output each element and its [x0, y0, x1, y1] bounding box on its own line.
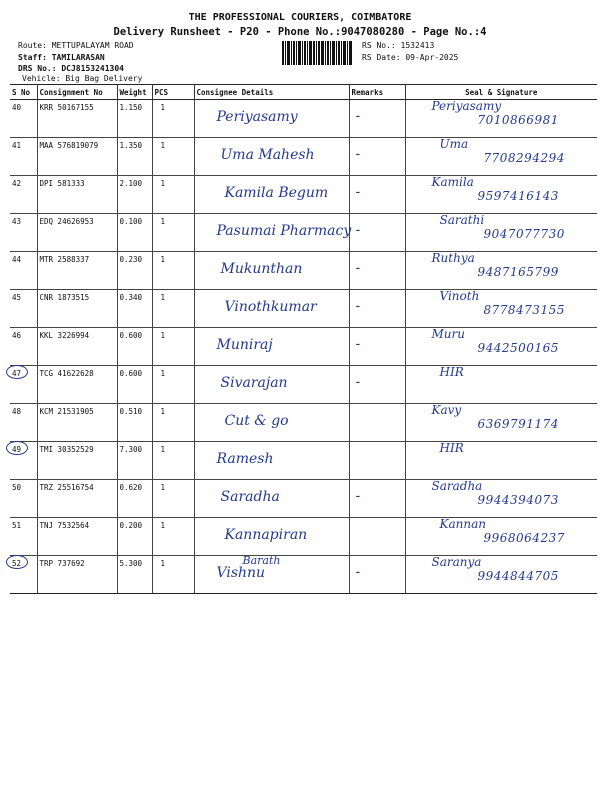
sno-cell: [10, 214, 37, 252]
row-sno: 51: [12, 521, 22, 530]
consignee-cell: [194, 518, 349, 556]
row-sno: 40: [12, 103, 22, 112]
signature-cell: [405, 404, 597, 442]
row-sno: 49: [12, 445, 22, 454]
route-value: METTUPALAYAM ROAD: [51, 41, 134, 50]
remark-mark: -: [355, 336, 361, 352]
vehicle-value: Big Bag Delivery: [65, 74, 143, 83]
signature-cell: [405, 366, 597, 404]
signature-cell: [405, 556, 597, 594]
vehicle-label: Vehicle:: [22, 74, 61, 83]
pcs-cell: 1: [152, 328, 194, 366]
remarks-cell: [349, 100, 405, 138]
weight-cell: 0.340: [117, 290, 152, 328]
consignee-handwriting: Kannapiran: [224, 527, 308, 543]
consignment-no: MAA 576819079: [37, 138, 117, 176]
table-row: [10, 328, 597, 366]
table-row: [10, 480, 597, 518]
sno-cell: [10, 290, 37, 328]
table-row: [10, 100, 597, 138]
table-row: [10, 214, 597, 252]
weight-cell: 1.350: [117, 138, 152, 176]
pcs-cell: 1: [152, 518, 194, 556]
row-sno: 47: [12, 369, 22, 378]
consignee-handwriting: Vishnu: [216, 565, 266, 581]
phone-handwriting: 9442500165: [477, 341, 559, 355]
pcs-cell: 1: [152, 290, 194, 328]
signature-cell: [405, 176, 597, 214]
rs-no-label: RS No.:: [362, 41, 396, 50]
phone-handwriting: 9487165799: [477, 265, 559, 279]
weight-cell: 0.600: [117, 366, 152, 404]
rs-no-value: 1532413: [400, 41, 435, 50]
consignee-cell: [194, 366, 349, 404]
signature-handwriting: Ruthya: [431, 251, 475, 265]
signature-cell: [405, 518, 597, 556]
consignment-no: TRP 737692: [37, 556, 117, 594]
sno-cell: [10, 480, 37, 518]
phone-handwriting: 9047077730: [483, 227, 565, 241]
consignee-handwriting: Saradha: [220, 489, 280, 505]
table-row: [10, 442, 597, 480]
sno-cell: [10, 100, 37, 138]
signature-handwriting: Kavy: [431, 403, 462, 417]
consignment-no: MTR 2588337: [37, 252, 117, 290]
remarks-cell: [349, 138, 405, 176]
drs-label: DRS No.:: [18, 64, 57, 73]
weight-cell: 0.200: [117, 518, 152, 556]
sno-cell: [10, 252, 37, 290]
weight-cell: 1.150: [117, 100, 152, 138]
signature-cell: [405, 214, 597, 252]
vehicle-line: [22, 74, 142, 83]
consignee-handwriting: Periyasamy: [216, 109, 298, 125]
consignment-no: KKL 3226994: [37, 328, 117, 366]
drs-value: DCJ8153241304: [61, 64, 124, 73]
row-sno: 43: [12, 217, 22, 226]
consignee-cell: [194, 252, 349, 290]
signature-handwriting: Kannan: [439, 517, 486, 531]
rs-no-line: [362, 41, 434, 50]
signature-handwriting: HIR: [439, 365, 464, 379]
header-consignee: Consignee Details: [194, 85, 349, 100]
pcs-cell: 1: [152, 214, 194, 252]
weight-cell: 0.510: [117, 404, 152, 442]
header-pcs: PCS: [152, 85, 194, 100]
consignment-no: TMI 30352529: [37, 442, 117, 480]
header-remarks: Remarks: [349, 85, 405, 100]
consignee-cell: [194, 176, 349, 214]
header-consignment: Consignment No: [37, 85, 117, 100]
staff-value: TAMILARASAN: [51, 53, 105, 62]
signature-handwriting: HIR: [439, 441, 464, 455]
pcs-cell: 1: [152, 556, 194, 594]
row-sno: 42: [12, 179, 22, 188]
phone-handwriting: 9944394073: [477, 493, 559, 507]
consignee-handwriting: Sivarajan: [220, 375, 288, 391]
route-line: [18, 41, 134, 50]
phone-handwriting: 8778473155: [483, 303, 565, 317]
row-sno: 48: [12, 407, 22, 416]
sno-cell: [10, 556, 37, 594]
table-row: [10, 252, 597, 290]
consignee-handwriting-2: Barath: [242, 554, 281, 567]
remark-mark: -: [355, 184, 361, 200]
row-sno: 50: [12, 483, 22, 492]
remark-mark: -: [355, 146, 361, 162]
signature-handwriting: Muru: [431, 327, 465, 341]
weight-cell: 0.600: [117, 328, 152, 366]
weight-cell: 2.100: [117, 176, 152, 214]
consignee-handwriting: Ramesh: [216, 451, 274, 467]
pcs-cell: 1: [152, 404, 194, 442]
consignee-cell: [194, 442, 349, 480]
table-header-row: [10, 85, 597, 100]
remark-mark: -: [355, 260, 361, 276]
row-sno: 41: [12, 141, 22, 150]
consignment-no: TNJ 7532564: [37, 518, 117, 556]
phone-handwriting: 9597416143: [477, 189, 559, 203]
signature-cell: [405, 290, 597, 328]
signature-cell: [405, 138, 597, 176]
remarks-cell: [349, 214, 405, 252]
weight-cell: 0.100: [117, 214, 152, 252]
weight-cell: 0.230: [117, 252, 152, 290]
pcs-cell: 1: [152, 480, 194, 518]
sno-cell: [10, 442, 37, 480]
sno-cell: [10, 404, 37, 442]
remark-mark: -: [355, 374, 361, 390]
consignee-handwriting: Mukunthan: [220, 261, 303, 277]
weight-cell: 5.300: [117, 556, 152, 594]
consignment-no: EDQ 24626953: [37, 214, 117, 252]
barcode: [282, 41, 352, 65]
weight-cell: 0.620: [117, 480, 152, 518]
phone-handwriting: 7010866981: [477, 113, 559, 127]
phone-handwriting: 9968064237: [483, 531, 565, 545]
table-row: [10, 556, 597, 594]
signature-cell: [405, 328, 597, 366]
consignment-no: KCM 21531905: [37, 404, 117, 442]
sno-cell: [10, 328, 37, 366]
remarks-cell: [349, 366, 405, 404]
drs-line: [18, 64, 124, 73]
header-weight: Weight: [117, 85, 152, 100]
consignee-handwriting: Muniraj: [216, 337, 273, 353]
rs-date-label: RS Date:: [362, 53, 401, 62]
table-row: [10, 518, 597, 556]
rs-date-line: [362, 53, 458, 62]
consignment-no: CNR 1873515: [37, 290, 117, 328]
remarks-cell: [349, 252, 405, 290]
consignee-cell: [194, 138, 349, 176]
consignee-cell: [194, 556, 349, 594]
runsheet-table: [10, 84, 597, 594]
remarks-cell: [349, 442, 405, 480]
row-sno: 46: [12, 331, 22, 340]
phone-handwriting: 6369791174: [477, 417, 559, 431]
consignee-handwriting: Uma Mahesh: [220, 147, 315, 163]
table-row: [10, 176, 597, 214]
signature-cell: [405, 480, 597, 518]
signature-cell: [405, 252, 597, 290]
circle-mark: [6, 441, 28, 455]
signature-cell: [405, 100, 597, 138]
header-sno: S No: [10, 85, 37, 100]
route-label: Route:: [18, 41, 47, 50]
remarks-cell: [349, 176, 405, 214]
consignment-no: TCG 41622628: [37, 366, 117, 404]
sno-cell: [10, 518, 37, 556]
remarks-cell: [349, 404, 405, 442]
row-sno: 45: [12, 293, 22, 302]
pcs-cell: 1: [152, 100, 194, 138]
staff-label: Staff:: [18, 53, 47, 62]
consignment-no: TRZ 25516754: [37, 480, 117, 518]
consignee-handwriting: Cut & go: [224, 413, 289, 429]
weight-cell: 7.300: [117, 442, 152, 480]
table-row: [10, 290, 597, 328]
remark-mark: -: [355, 108, 361, 124]
remark-mark: -: [355, 298, 361, 314]
phone-handwriting: 9944844705: [477, 569, 559, 583]
sno-cell: [10, 176, 37, 214]
table-row: [10, 404, 597, 442]
rs-date-value: 09-Apr-2025: [405, 53, 459, 62]
pcs-cell: 1: [152, 138, 194, 176]
signature-handwriting: Vinoth: [439, 289, 480, 303]
sno-cell: [10, 138, 37, 176]
circle-mark: [6, 365, 28, 379]
row-sno: 44: [12, 255, 22, 264]
consignment-no: DPI 581333: [37, 176, 117, 214]
consignee-cell: [194, 214, 352, 252]
pcs-cell: 1: [152, 366, 194, 404]
consignment-no: KRR 50167155: [37, 100, 117, 138]
signature-handwriting: Periyasamy: [431, 99, 502, 113]
phone-handwriting: 7708294294: [483, 151, 565, 165]
consignee-handwriting: Pasumai Pharmacy: [216, 223, 352, 239]
signature-handwriting: Sarathi: [439, 213, 485, 227]
table-row: [10, 366, 597, 404]
consignee-handwriting: Vinothkumar: [224, 299, 317, 315]
consignee-cell: [194, 290, 349, 328]
company-title: THE PROFESSIONAL COURIERS, COIMBATORE: [188, 12, 412, 23]
remark-mark: -: [355, 564, 361, 580]
remarks-cell: [349, 328, 405, 366]
consignee-cell: [194, 480, 349, 518]
remark-mark: -: [355, 488, 361, 504]
consignee-handwriting: Kamila Begum: [224, 185, 329, 201]
signature-handwriting: Uma: [439, 137, 469, 151]
signature-handwriting: Saranya: [431, 555, 482, 569]
staff-line: [18, 53, 105, 62]
remarks-cell: [349, 518, 405, 556]
remarks-cell: [349, 556, 405, 594]
remarks-cell: [349, 290, 405, 328]
consignee-cell: [194, 328, 349, 366]
row-sno: 52: [12, 559, 22, 568]
signature-handwriting: Saradha: [431, 479, 483, 493]
pcs-cell: 1: [152, 442, 194, 480]
runsheet-title: Delivery Runsheet - P20 - Phone No.:9047080280 - Page No.:4: [113, 26, 487, 38]
signature-cell: [405, 442, 597, 480]
circle-mark: [6, 555, 28, 569]
pcs-cell: 1: [152, 252, 194, 290]
signature-handwriting: Kamila: [431, 175, 474, 189]
sno-cell: [10, 366, 37, 404]
remark-mark: -: [355, 222, 361, 238]
pcs-cell: 1: [152, 176, 194, 214]
consignee-cell: [194, 404, 349, 442]
consignee-cell: [194, 100, 349, 138]
remarks-cell: [349, 480, 405, 518]
table-row: [10, 138, 597, 176]
header-seal: Seal & Signature: [405, 85, 597, 100]
